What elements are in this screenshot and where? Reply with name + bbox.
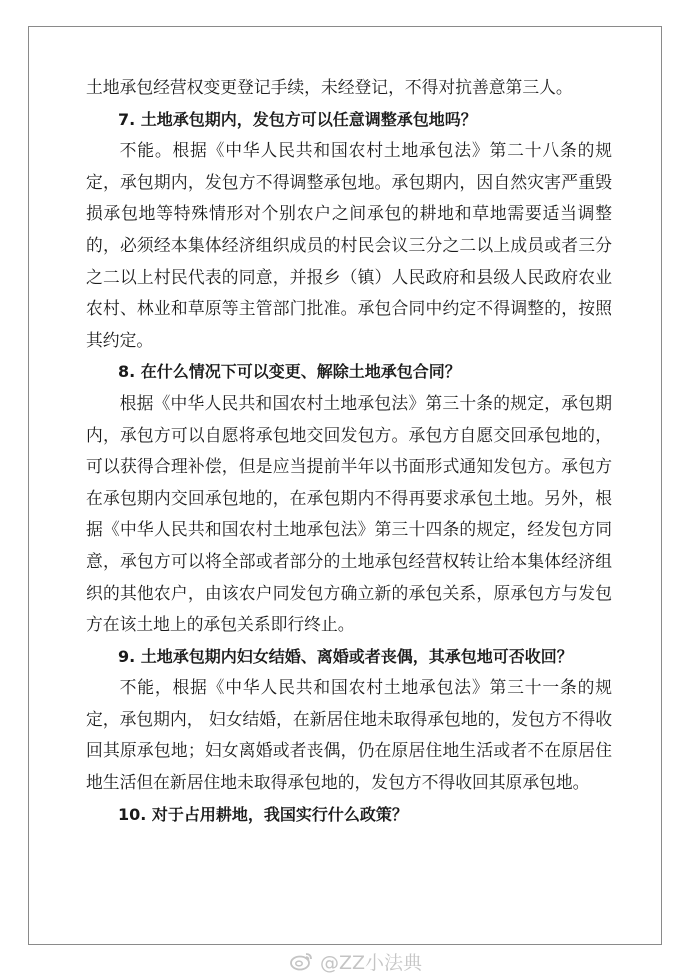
answer-9-paragraph: 不能，根据《中华人民共和国农村土地承包法》第三十一条的规定，承包期内， 妇女结婚，在新居住地未取得承包地的，发包方不得收回其原承包地；妇女离婚或者丧偶，仍在原居住地生活或者不在原居住地生活但在新居住地未取得承包地的，发包方不得收回其原承包地。 [86, 677, 612, 793]
question-9-heading: 9. 土地承包期内妇女结婚、离婚或者丧偶，其承包地可否收回？ [118, 646, 573, 666]
answer-7-paragraph: 不能。根据《中华人民共和国农村土地承包法》第二十八条的规定，承包期内，发包方不得调整承包地。承包期内，因自然灾害严重毁损承包地等特殊情形对个别农户之间承包的耕地和草地需要适当调整的，必须经本集体经济组织成员的村民会议三分之二以上成员或者三分之二以上村民代表的同意，并报乡（镇）人民政府和县级人民政府农业农村、林业和草原等主管部门批准。承包合同中约定不得调整的，按照其约定。 [86, 140, 612, 350]
question-10-heading: 10. 对于占用耕地，我国实行什么政策？ [118, 804, 408, 824]
question-8-heading: 8. 在什么情况下可以变更、解除土地承包合同？ [118, 362, 461, 382]
question-7-heading: 7. 土地承包期内，发包方可以任意调整承包地吗？ [118, 109, 477, 129]
weibo-logo-icon [290, 951, 314, 971]
watermark-text: @ZZ小法典 [320, 951, 423, 974]
document-body [86, 72, 612, 830]
watermark [290, 946, 422, 976]
answer-8-paragraph: 根据《中华人民共和国农村土地承包法》第三十条的规定，承包期内，承包方可以自愿将承包地交回发包方。承包方自愿交回承包地的，可以获得合理补偿，但是应当提前半年以书面形式通知发包方。承包方在承包期内交回承包地的，在承包期内不得再要求承包土地。另外，根据《中华人民共和国农村土地承包法》第三十四条的规定，经发包方同意，承包方可以将全部或者部分的土地承包经营权转让给本集体经济组织的其他农户，由该农户同发包方确立新的承包关系，原承包方与发包方在该土地上的承包关系即行终止。 [86, 392, 612, 635]
paragraph-continuation: 土地承包经营权变更登记手续，未经登记，不得对抗善意第三人。 [86, 77, 573, 97]
